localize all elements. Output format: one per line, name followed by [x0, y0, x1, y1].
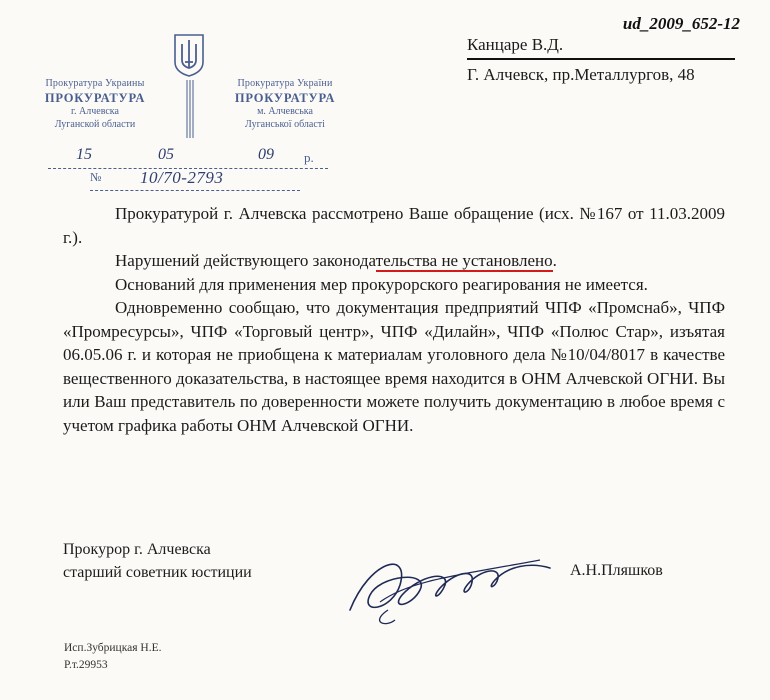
document-ref-id: ud_2009_652-12 — [622, 14, 740, 33]
body-p2-end: . — [552, 251, 557, 270]
trident-emblem-icon — [172, 32, 206, 78]
stamp-left-column — [20, 78, 170, 131]
addressee-name: Канцаре В.Д. — [467, 34, 735, 60]
body-paragraph-4: Одновременно сообщаю, что документация предприятий ЧПФ «Промснаб», ЧПФ «Промресурсы», ЧПФ «Торговый центр», ЧПФ «Дилайн», ЧПФ «Полюс Стар», изъятая 06.05.06 г. и которая не приобщена к материалам уголовного дела №10/04/8017 в качестве вещественного доказательства, в настоящее время находится в ОНМ Алчевской ОГНИ. Вы или Ваш представитель по доверенности можете получить документацию в любое время с учетом графика работы ОНМ Алчевской ОГНИ. — [63, 298, 725, 435]
letterhead-stamp — [20, 28, 380, 187]
addressee-block — [467, 34, 735, 86]
stamp-divider-icon — [185, 80, 195, 138]
red-underlined-phrase: тельства не установлено — [375, 251, 553, 270]
stamp-ref-line — [90, 170, 300, 191]
body-p2-text: Нарушений действующего законода — [115, 251, 376, 270]
executor-phone: Р.т.29953 — [64, 659, 108, 671]
stamp-right-column — [210, 78, 360, 131]
stamp-left-line3: г. Алчевска — [71, 106, 119, 118]
handwritten-signature-icon — [340, 540, 560, 630]
stamp-left-line1: Прокуратура Украины — [45, 78, 145, 89]
stamp-ref-number: 10/70-2793 — [140, 168, 224, 187]
stamp-right-line3: м. Алчевська — [257, 106, 313, 118]
signatory-name: А.Н.Пляшков — [570, 562, 663, 579]
stamp-ref-label: № — [90, 170, 102, 184]
stamp-left-line2: ПРОКУРАТУРА — [44, 90, 146, 105]
addressee-address: Г. Алчевск, пр.Металлургов, 48 — [467, 65, 695, 85]
stamp-right-line1: Прокуратура України — [237, 78, 333, 89]
letter-body — [63, 202, 725, 437]
signatory-title — [63, 538, 252, 584]
stamp-date-day: 15 — [76, 146, 92, 163]
executor-info — [64, 640, 161, 674]
stamp-date-suffix: р. — [304, 150, 314, 165]
stamp-date-month: 05 — [158, 146, 174, 163]
signatory-title-line2: старший советник юстиции — [63, 564, 252, 581]
body-paragraph-2 — [63, 249, 725, 273]
executor-name: Исп.Зубрицкая Н.Е. — [64, 642, 162, 654]
signatory-title-line1: Прокурор г. Алчевска — [63, 541, 211, 558]
body-paragraph-3: Оснований для применения мер прокурорского реагирования не имеется. — [115, 274, 648, 294]
stamp-right-line4: Луганської області — [245, 118, 325, 130]
stamp-date-line — [48, 146, 328, 169]
stamp-right-line2: ПРОКУРАТУРА — [234, 90, 336, 105]
body-paragraph-1: Прокуратурой г. Алчевска рассмотрено Ваше обращение (исх. №167 от 11.03.2009 г.). — [63, 204, 725, 247]
stamp-left-line4: Луганской области — [54, 118, 136, 130]
stamp-date-year: 09 — [258, 146, 274, 163]
